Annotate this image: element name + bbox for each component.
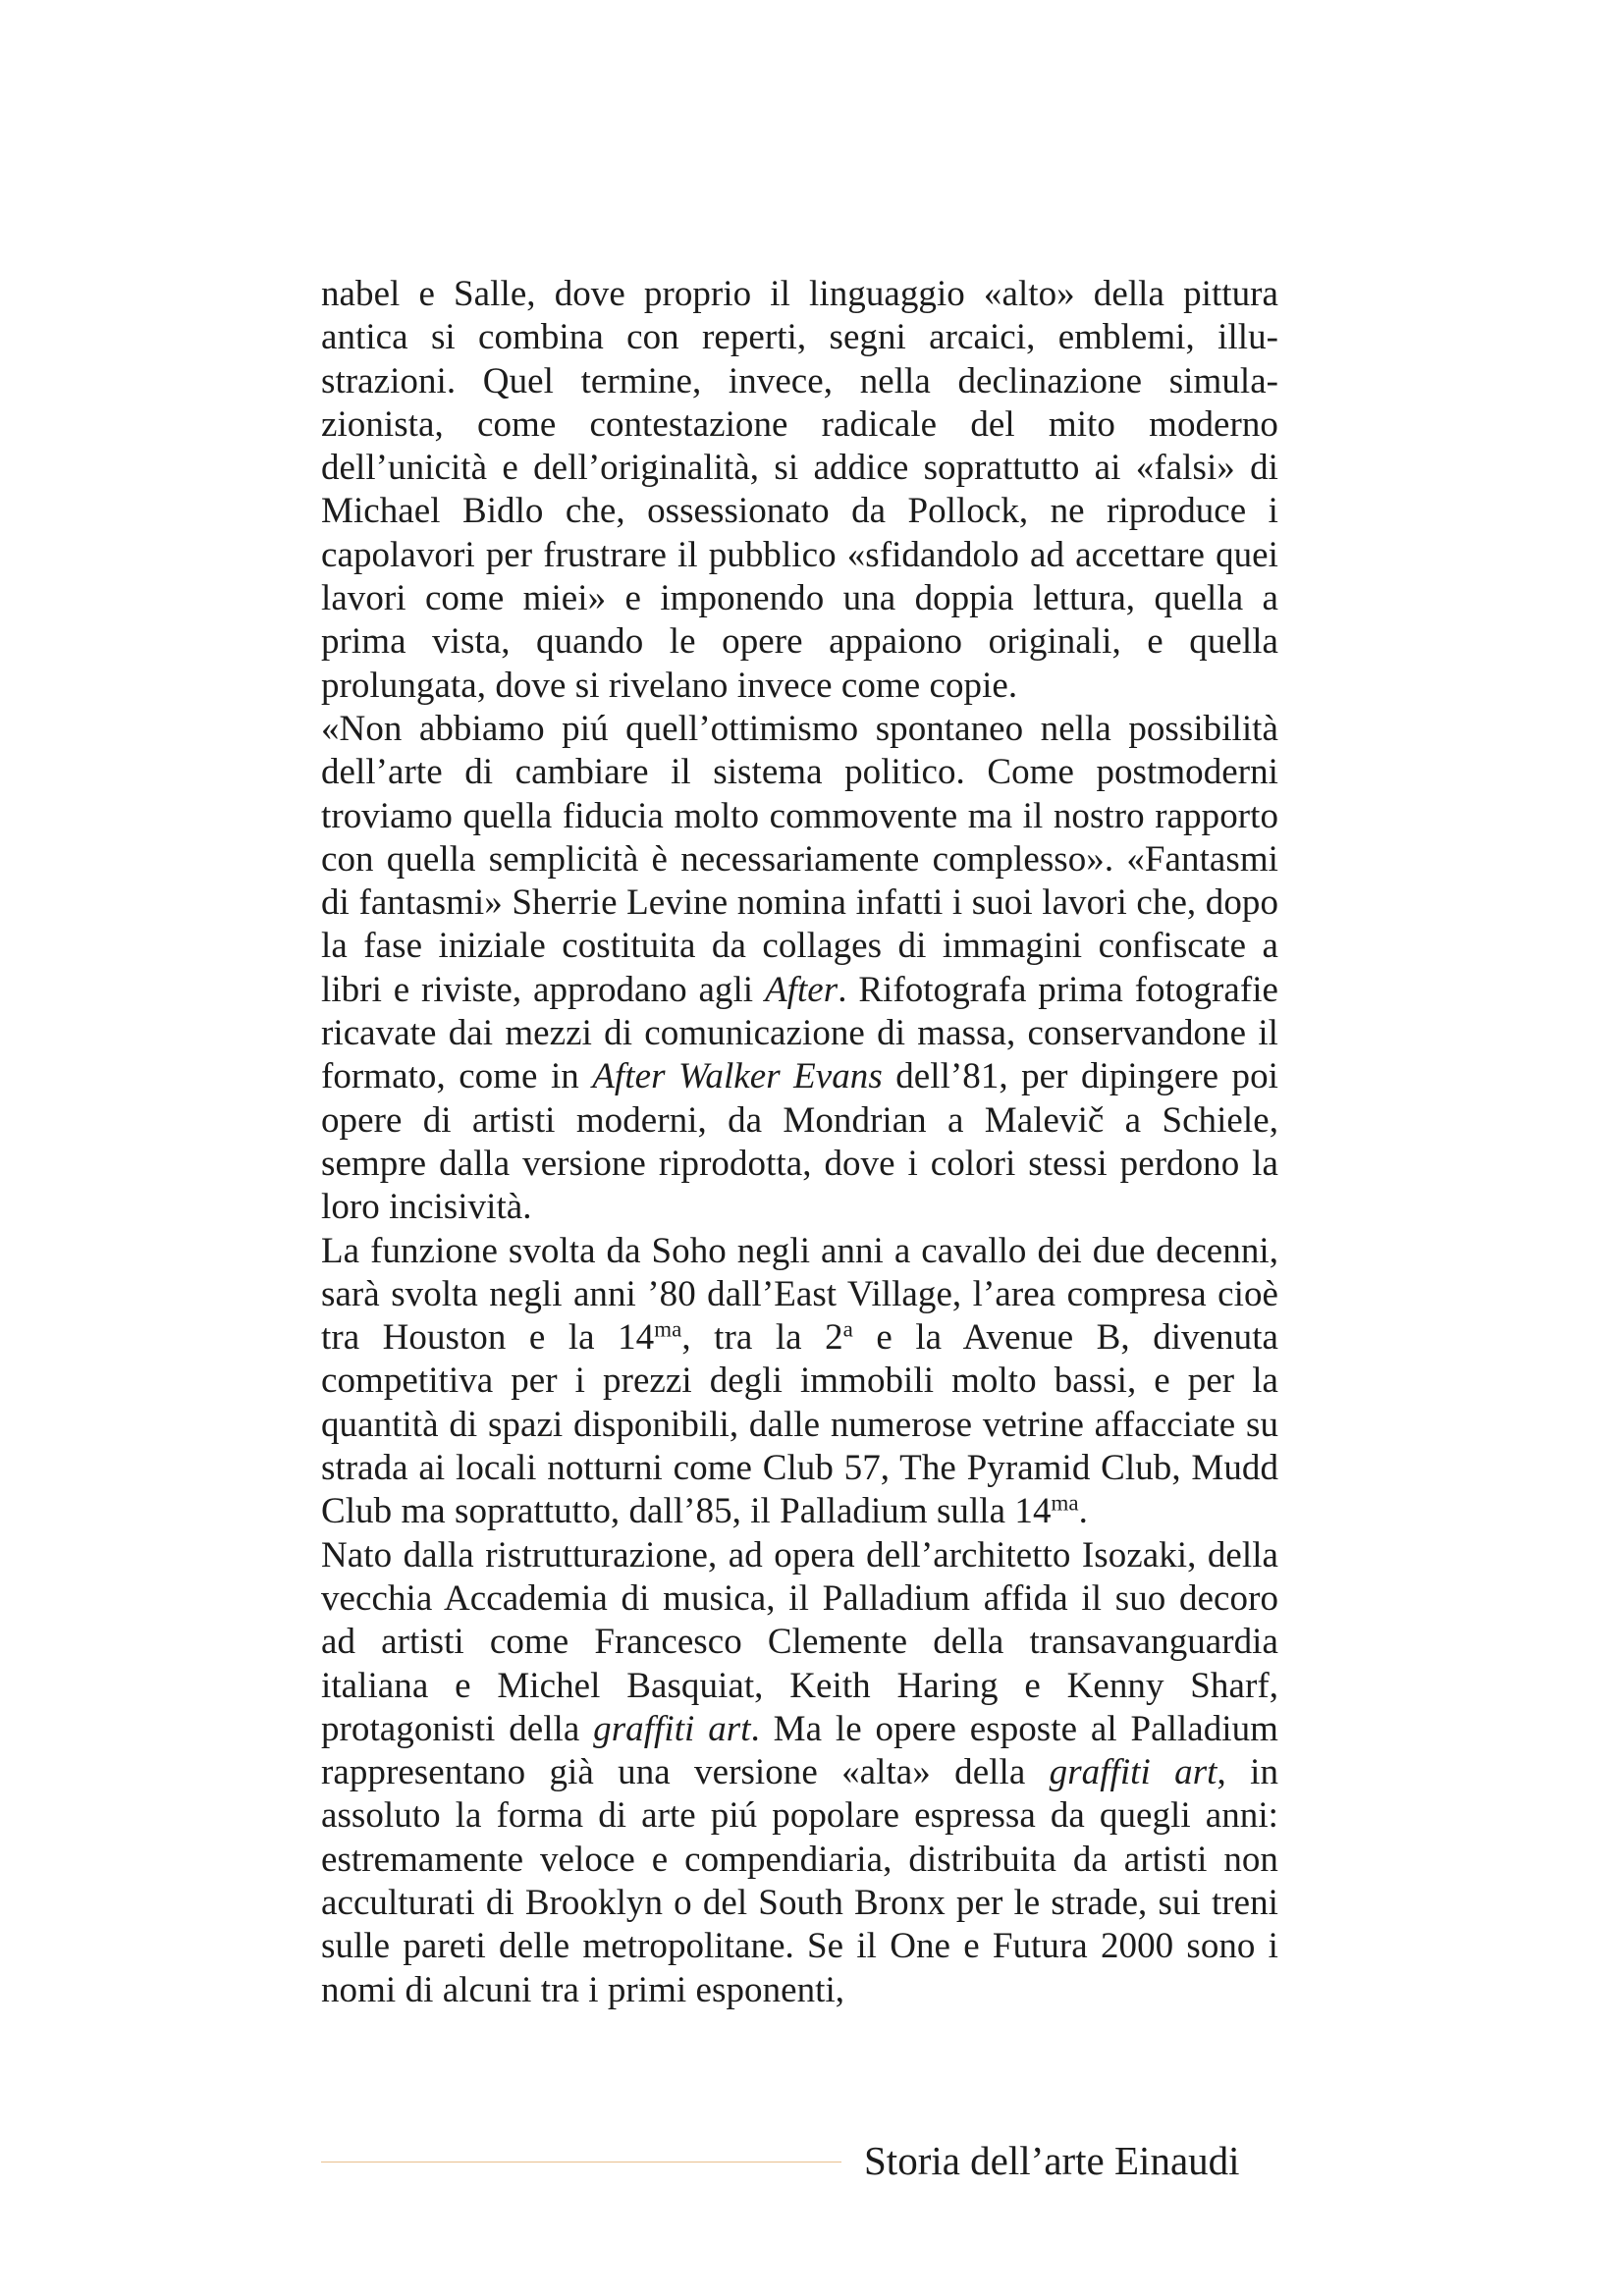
ordinal-suffix: a: [842, 1316, 853, 1342]
italic-title: After Walker Evans: [592, 1056, 883, 1097]
text-run: . Ma le opere esposte al Palladium rappresentano già una versione «alta» della: [321, 1708, 1278, 1793]
text-run: , tra la 2: [681, 1317, 843, 1359]
text-run: nabel e Salle, dove proprio il linguaggio «alto» della pittura antica si combina con reperti, segni arcaici, emblemi, illustrazioni. Quel termine, invece, nella declinazione simulazionista, come contestazione radicale del mito moderno dell’unicità e dell’originalità, si addice soprattutto ai «falsi» di Michael Bidlo che, ossessionato da Pollock, ne riproduce i capolavori per frustrare il pubblico «sfidandolo ad accettare quei lavori come miei» e imponendo una doppia lettura, quella a prima vista, quando le opere appaiono originali, e quella prolungata, dove si rivelano invece come copie.: [321, 274, 1278, 706]
paragraph: [321, 273, 1278, 708]
body-text: [321, 273, 1278, 2012]
paragraph: [321, 1534, 1278, 2012]
text-run: , in assoluto la forma di arte piú popolare espressa da quegli anni: estremamente veloce e compendiaria, distribuita da artisti non acculturati di Brooklyn o del South Bronx per le strade, sui treni sulle pareti delle metropolitane. Se il One e Futura 2000 sono i nomi di alcuni tra i primi esponenti,: [321, 1752, 1279, 2010]
italic-title: graffiti art: [1049, 1752, 1217, 1793]
ordinal-suffix: ma: [1051, 1490, 1079, 1516]
footer-title: Storia dell’arte Einaudi: [864, 2138, 1240, 2183]
text-run: Nato dalla ristrutturazione, ad opera dell’architetto Isozaki, della vecchia Accademia di musica, il Palladium affida il suo decoro ad artisti come Francesco Clemente della transavanguardia italiana e Michel Basquiat, Keith Haring e Kenny Sharf, protagonisti della: [321, 1534, 1278, 1749]
text-run: «Non abbiamo piú quell’ottimismo spontaneo nella possibilità dell’arte di cambiare il sistema politico. Come postmoderni troviamo quella fiducia molto commovente ma il nostro rapporto con quella semplicità è necessariamente complesso». «Fantasmi di fantasmi» Sherrie Levine nomina infatti i suoi lavori che, dopo la fase iniziale costituita da collages di immagini confiscate a libri e riviste, approdano agli: [321, 708, 1278, 1010]
text-run: La funzione svolta da Soho negli anni a cavallo dei due decenni, sarà svolta negli anni ’80 dall’East Village, l’area compresa cioè tra Houston e la 14: [321, 1230, 1278, 1359]
ordinal-suffix: ma: [654, 1316, 682, 1342]
text-run: . Rifotografa prima fotografie ricavate dai mezzi di comunicazione di massa, conservandone il formato, come in: [321, 969, 1279, 1097]
paragraph: [321, 1230, 1278, 1534]
text-run: dell’81, per dipingere poi opere di artisti moderni, da Mondrian a Malevič a Schiele, sempre dalla versione riprodotta, dove i colori stessi perdono la loro incisività.: [321, 1056, 1278, 1228]
paragraph: [321, 708, 1278, 1230]
footer-divider: [321, 2162, 841, 2163]
italic-title: After: [764, 969, 839, 1010]
text-run: e la Avenue B, divenuta competitiva per i prezzi degli immobili molto bassi, e per la quantità di spazi disponibili, dalle numerose vetrine affacciate su strada ai locali notturni come Club 57, The Pyramid Club, Mudd Club ma soprattutto, dall’85, il Palladium sulla 14: [321, 1317, 1278, 1532]
text-run: .: [1078, 1491, 1088, 1532]
italic-title: graffiti art: [593, 1708, 751, 1749]
